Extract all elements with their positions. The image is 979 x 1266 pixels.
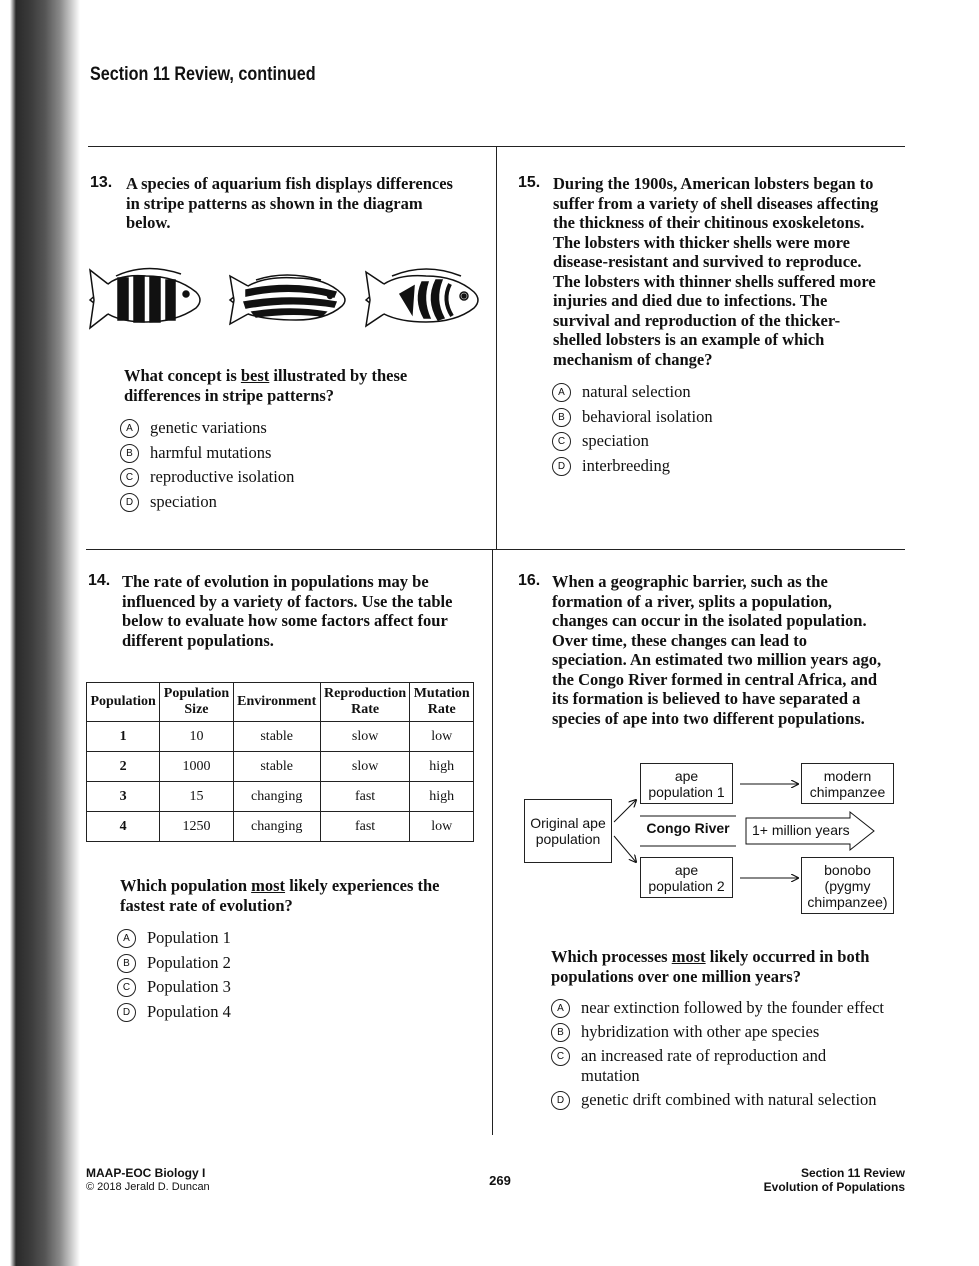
- q14-line: different populations.: [122, 630, 274, 650]
- q16-number: 16.: [518, 572, 541, 589]
- q15-line: suffer from a variety of shell diseases affecting: [553, 193, 879, 213]
- q16-prompt-emphasis: most: [671, 947, 706, 966]
- footer-topic: Evolution of Populations: [763, 1180, 905, 1194]
- option-text: speciation: [582, 431, 649, 450]
- q15-options: [552, 380, 713, 478]
- option-text: natural selection: [582, 382, 691, 401]
- q14-options: [117, 926, 231, 1024]
- option-text: harmful mutations: [150, 442, 272, 462]
- q13-options: [120, 416, 294, 514]
- copyright: © 2018 Jerald D. Duncan: [86, 1181, 210, 1193]
- footer-left: [86, 1166, 210, 1194]
- table-cell: 4: [87, 812, 160, 842]
- q13-prompt-pre: What concept is: [124, 366, 241, 385]
- binding-shadow: [0, 0, 80, 1266]
- q15-line: The lobsters with thinner shells suffered more: [553, 271, 876, 291]
- table-header-row: [87, 683, 474, 722]
- table-cell: stable: [233, 722, 320, 752]
- answer-bubble[interactable]: A: [551, 999, 570, 1018]
- table-cell: 3: [87, 782, 160, 812]
- diagram-label: modern chimpanzee: [809, 767, 886, 800]
- option-text: hybridization with other ape species: [581, 1022, 820, 1041]
- table-header: Population Size: [160, 683, 233, 722]
- original-population-box: [524, 799, 612, 863]
- table-header: Environment: [233, 683, 320, 722]
- q15-line: survival and reproduction of the thicker-: [553, 310, 841, 330]
- q16-line: changes can occur in the isolated population.: [552, 611, 867, 630]
- population-table: [86, 682, 474, 842]
- q14-prompt-line2: fastest rate of evolution?: [120, 895, 293, 915]
- q16-option-a[interactable]: [551, 998, 911, 1018]
- option-text: behavioral isolation: [582, 406, 713, 426]
- answer-bubble[interactable]: B: [117, 954, 136, 973]
- answer-bubble[interactable]: A: [120, 419, 139, 438]
- q15-line: injuries and died due to infections. The: [553, 291, 828, 310]
- q15-option-b[interactable]: [552, 405, 713, 430]
- q13-line: below.: [126, 213, 171, 232]
- q15-line: the thickness of their chitinous exoskeletons.: [553, 213, 865, 232]
- diagram-label: ape population 2: [648, 861, 725, 894]
- q13-prompt: [124, 366, 494, 405]
- q14-prompt-emphasis: most: [251, 876, 286, 895]
- option-text: near extinction followed by the founder effect: [581, 998, 884, 1017]
- section-title: Section 11 Review, continued: [90, 64, 316, 85]
- q15-line: disease-resistant and survived to reproduce.: [553, 252, 862, 271]
- q15-line: mechanism of change?: [553, 349, 713, 369]
- answer-bubble[interactable]: C: [552, 432, 571, 451]
- option-text: reproductive isolation: [150, 467, 295, 486]
- fish-3: [366, 269, 478, 326]
- q14-option-b[interactable]: [117, 951, 231, 976]
- q13-prompt-post: illustrated by these: [269, 366, 408, 385]
- option-text: Population 4: [147, 1001, 231, 1021]
- q16-options: [551, 998, 911, 1110]
- table-cell: slow: [320, 752, 410, 782]
- q15-line: The lobsters with thicker shells were more: [553, 232, 850, 252]
- q16-option-b[interactable]: [551, 1022, 911, 1042]
- q16-prompt-post: likely occurred in both: [705, 947, 870, 966]
- table-cell: 1: [87, 722, 160, 752]
- q15-number: 15.: [518, 174, 541, 191]
- q16-line: its formation is believed to have separated a: [552, 689, 861, 708]
- answer-bubble[interactable]: D: [551, 1091, 570, 1110]
- q14-line: The rate of evolution in populations may be: [122, 572, 429, 591]
- table-cell: low: [410, 722, 474, 752]
- table-cell: 15: [160, 782, 233, 812]
- column-divider-top: [496, 146, 497, 550]
- table-row: [87, 782, 474, 812]
- fish-1: [90, 268, 200, 328]
- footer-right: [764, 1166, 905, 1194]
- option-text: an increased rate of reproduction and mutation: [581, 1046, 827, 1085]
- option-text: speciation: [150, 491, 217, 511]
- q14-line: influenced by a variety of factors. Use the table: [122, 591, 453, 611]
- q14-number: 14.: [88, 572, 111, 589]
- q16-line: the Congo River formed in central Africa, and: [552, 669, 878, 689]
- table-cell: fast: [320, 782, 410, 812]
- page-number: 269: [489, 1173, 511, 1188]
- q16-line: species of ape into two different populations.: [552, 708, 865, 728]
- answer-bubble[interactable]: C: [551, 1047, 570, 1066]
- answer-bubble[interactable]: D: [552, 457, 571, 476]
- table-header: Population: [87, 683, 160, 722]
- table-cell: fast: [320, 812, 410, 842]
- answer-bubble[interactable]: D: [117, 1003, 136, 1022]
- q15-stem: [553, 174, 913, 369]
- q15-line: During the 1900s, American lobsters began to: [553, 174, 874, 193]
- q13-line: A species of aquarium fish displays differences: [126, 174, 453, 193]
- q15-option-c[interactable]: [552, 429, 713, 454]
- q16-stem: [552, 572, 917, 728]
- option-text: interbreeding: [582, 455, 670, 475]
- table-cell: 10: [160, 722, 233, 752]
- table-header: Reproduction Rate: [320, 683, 410, 722]
- table-cell: slow: [320, 722, 410, 752]
- q15-line: shelled lobsters is an example of which: [553, 330, 825, 349]
- q13-prompt-line2: differences in stripe patterns?: [124, 385, 335, 405]
- option-text: genetic variations: [150, 418, 267, 437]
- congo-river-label: Congo River: [646, 820, 730, 836]
- q13-option-c[interactable]: [120, 465, 294, 490]
- q16-line: When a geographic barrier, such as the: [552, 572, 828, 591]
- q14-line: below to evaluate how some factors affect four: [122, 611, 448, 630]
- option-text: Population 2: [147, 952, 231, 972]
- q14-option-a[interactable]: [117, 926, 231, 951]
- q13-prompt-emphasis: best: [240, 366, 270, 385]
- option-text: Population 1: [147, 928, 231, 947]
- course-name: MAAP-EOC Biology I: [86, 1166, 206, 1180]
- answer-bubble[interactable]: B: [120, 444, 139, 463]
- q13-number: 13.: [90, 174, 113, 191]
- table-row: [87, 812, 474, 842]
- q16-option-c[interactable]: [551, 1046, 911, 1086]
- q14-prompt-post: likely experiences the: [285, 876, 440, 895]
- q16-prompt-pre: Which processes: [551, 947, 672, 966]
- q16-line: speciation. An estimated two million years ago,: [552, 650, 882, 669]
- table-cell: changing: [233, 812, 320, 842]
- table-cell: changing: [233, 782, 320, 812]
- table-cell: low: [410, 812, 474, 842]
- option-text: Population 3: [147, 977, 231, 996]
- table-cell: high: [410, 782, 474, 812]
- answer-bubble[interactable]: B: [551, 1023, 570, 1042]
- q15-option-a[interactable]: [552, 380, 713, 405]
- q15-option-d[interactable]: [552, 454, 713, 479]
- answer-bubble[interactable]: C: [120, 468, 139, 487]
- table-cell: 1000: [160, 752, 233, 782]
- diagram-label: ape population 1: [648, 767, 725, 800]
- table-cell: high: [410, 752, 474, 782]
- million-years-label: 1+ million years: [752, 822, 850, 838]
- answer-bubble[interactable]: C: [117, 978, 136, 997]
- table-cell: stable: [233, 752, 320, 782]
- footer-section: Section 11 Review: [800, 1166, 905, 1180]
- q16-prompt: [551, 947, 911, 986]
- q13-option-d[interactable]: [120, 490, 294, 515]
- table-header: Mutation Rate: [410, 683, 474, 722]
- option-text: genetic drift combined with natural selection: [581, 1090, 877, 1109]
- table-row: [87, 752, 474, 782]
- q16-option-d[interactable]: [551, 1090, 911, 1110]
- q16-line: formation of a river, splits a population,: [552, 591, 832, 611]
- q13-option-b[interactable]: [120, 441, 294, 466]
- table-cell: 1250: [160, 812, 233, 842]
- table-row: [87, 722, 474, 752]
- q14-option-d[interactable]: [117, 1000, 231, 1025]
- fish-diagram: [86, 262, 486, 330]
- q14-prompt-pre: Which population: [120, 876, 252, 895]
- q14-prompt: [120, 876, 490, 915]
- q16-prompt-line2: populations over one million years?: [551, 966, 801, 986]
- answer-bubble[interactable]: A: [552, 383, 571, 402]
- column-divider-bottom: [492, 550, 493, 1135]
- table-cell: 2: [87, 752, 160, 782]
- answer-bubble[interactable]: B: [552, 408, 571, 427]
- q14-option-c[interactable]: [117, 975, 231, 1000]
- answer-bubble[interactable]: D: [120, 493, 139, 512]
- q13-line: in stripe patterns as shown in the diagram: [126, 193, 423, 213]
- q16-line: Over time, these changes can lead to: [552, 630, 807, 650]
- q13-option-a[interactable]: [120, 416, 294, 441]
- answer-bubble[interactable]: A: [117, 929, 136, 948]
- q14-stem: [122, 572, 490, 650]
- fish-2: [230, 275, 345, 324]
- q13-stem: [126, 174, 491, 233]
- diagram-label: bonobo (pygmy chimpanzee): [807, 861, 888, 910]
- diagram-label: Original ape population: [530, 815, 606, 847]
